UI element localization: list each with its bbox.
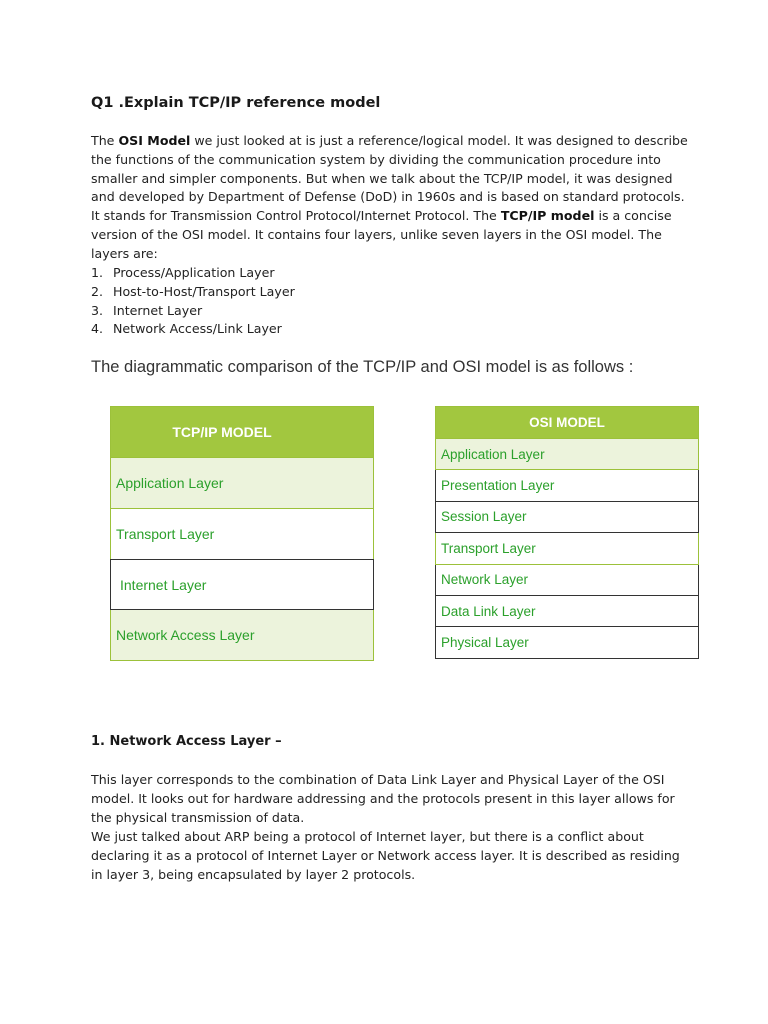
tcpip-table-header: TCP/IP MODEL: [110, 406, 374, 458]
table-row: Session Layer: [435, 502, 699, 533]
table-row: Internet Layer: [110, 559, 374, 610]
table-row: Network Access Layer: [110, 610, 374, 661]
list-label: Process/Application Layer: [113, 265, 275, 280]
comparison-caption: The diagrammatic comparison of the TCP/IP and OSI model is as follows :: [91, 358, 634, 376]
intro-paragraph: [91, 132, 691, 264]
intro-text-2: we just looked at is just a reference/logical model. It was designed to describe the functions of the communication system by dividing the communication procedure into smaller and simpler components. But when we talk about the TCP/IP model, it was designed and developed by Department of Defense (DoD) in 1960s and is based on standard protocols. It stands for Transmission Control Protocol/Internet Protocol. The: [91, 133, 688, 224]
section-paragraph-2: We just talked about ARP being a protocol of Internet layer, but there is a conflict about declaring it as a protocol of Internet Layer or Network access layer. It is described as residing in layer 3, being encapsulated by layer 2 protocols.: [91, 829, 680, 882]
table-row: Transport Layer: [110, 509, 374, 560]
table-row: Network Layer: [435, 565, 699, 596]
section-paragraph-1: This layer corresponds to the combination of Data Link Layer and Physical Layer of the OSI model. It looks out for hardware addressing and the protocols present in this layer allows for the physical transmission of data.: [91, 772, 675, 825]
table-row: Application Layer: [435, 439, 699, 470]
list-item: [91, 302, 295, 321]
list-item: [91, 283, 295, 302]
table-row: Data Link Layer: [435, 596, 699, 627]
table-row: Application Layer: [110, 458, 374, 509]
intro-bold-tcpip: TCP/IP model: [500, 208, 595, 224]
table-row: Physical Layer: [435, 627, 699, 658]
intro-text-1: The: [91, 133, 119, 148]
tcpip-model-table: [110, 406, 374, 661]
intro-text-3: is a concise version of the OSI model. It contains four layers, unlike seven layers in the OSI model. The layers are:: [91, 208, 672, 261]
list-number: 2.: [91, 283, 104, 299]
list-number: 4.: [91, 321, 104, 337]
layer-list: [91, 264, 295, 339]
list-item: [91, 320, 295, 339]
question-heading: Q1 .Explain TCP/IP reference model: [91, 95, 381, 111]
list-label: Network Access/Link Layer: [113, 321, 282, 337]
osi-table-header: OSI MODEL: [435, 406, 699, 439]
list-number: 1.: [91, 265, 104, 280]
section-heading: 1. Network Access Layer –: [91, 734, 282, 749]
table-row: Presentation Layer: [435, 470, 699, 501]
list-number: 3.: [91, 302, 104, 318]
list-item: [91, 264, 295, 283]
table-row: Transport Layer: [435, 533, 699, 564]
osi-model-table: [435, 406, 699, 659]
intro-bold-osi: OSI Model: [118, 133, 191, 148]
list-label: Internet Layer: [113, 302, 203, 318]
list-label: Host-to-Host/Transport Layer: [113, 283, 295, 299]
